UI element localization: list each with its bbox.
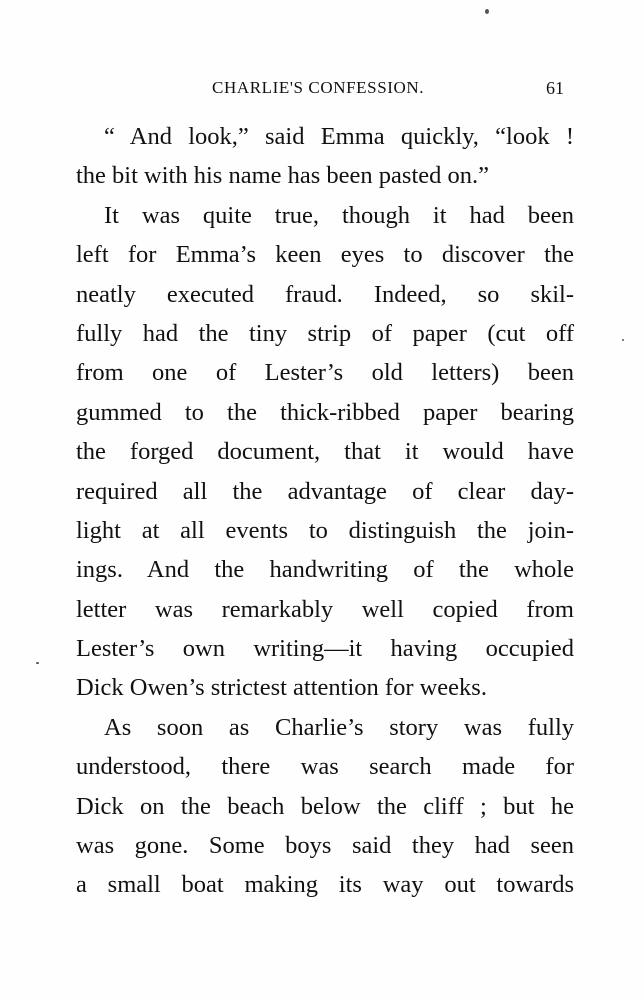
text-line: ings. And the handwriting of the whole — [76, 556, 574, 584]
text-line: understood, there was search made for — [76, 753, 574, 781]
text-line: the bit with his name has been pasted on.” — [76, 162, 489, 190]
text-line: was gone. Some boys said they had seen — [76, 832, 574, 860]
text-line: gummed to the thick-ribbed paper bearing — [76, 398, 574, 426]
text-line: left for Emma’s keen eyes to discover the — [76, 241, 574, 269]
text-line: Dick on the beach below the cliff ; but he — [76, 792, 574, 820]
text-line: a small boat making its way out towards — [76, 871, 574, 899]
ink-speck — [485, 9, 489, 14]
text-line: letter was remarkably well copied from — [76, 595, 574, 623]
ink-speck — [36, 662, 39, 664]
page-number: 61 — [546, 78, 564, 98]
running-head — [0, 75, 644, 101]
ink-speck — [622, 339, 624, 341]
text-line: required all the advantage of clear day- — [76, 477, 574, 505]
text-line: fully had the tiny strip of paper (cut off — [76, 319, 574, 347]
text-line: the forged document, that it would have — [76, 438, 574, 466]
text-line: “ And look,” said Emma quickly, “look ! — [104, 123, 574, 150]
text-line: Lester’s own writing—it having occupied — [76, 635, 574, 663]
text-line: neatly executed fraud. Indeed, so skil- — [76, 280, 574, 308]
running-title: CHARLIE'S CONFESSION. — [212, 78, 425, 97]
text-line: Dick Owen’s strictest attention for weeks. — [76, 674, 487, 702]
text-line: It was quite true, though it had been — [104, 201, 574, 229]
body-text — [76, 117, 574, 905]
text-line: from one of Lester’s old letters) been — [76, 359, 574, 387]
text-line: light at all events to distinguish the join- — [76, 516, 574, 544]
text-line: As soon as Charlie’s story was fully — [104, 713, 574, 741]
